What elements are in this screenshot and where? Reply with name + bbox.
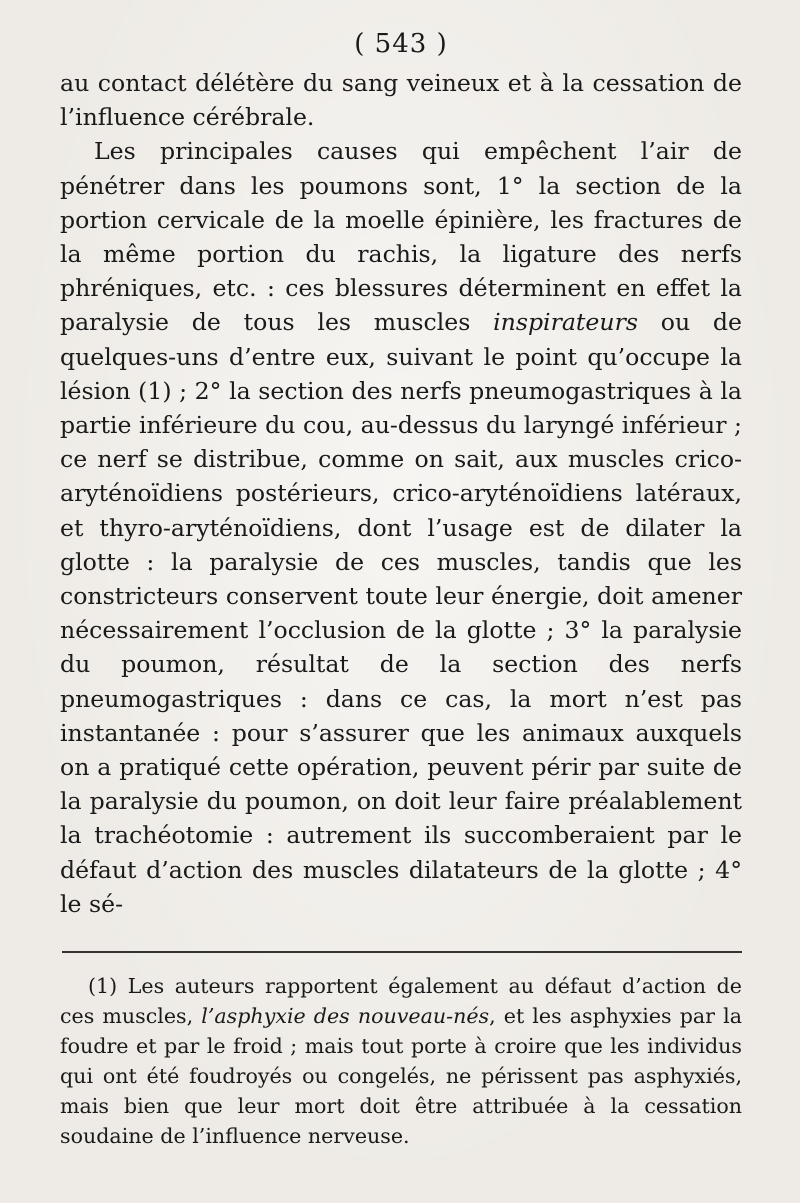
footnote: [60, 971, 742, 1151]
page-number: ( 543 ): [354, 29, 448, 59]
paragraph-continuation-text: au contact délétère du sang veineux et à la cessation de l’influence cérébrale.: [60, 69, 742, 132]
footnote-text-b: , et les asphyxies par la foudre et par le froid ; mais tout porte à croire que les individus qui ont été foudroyés ou congelés, ne périssent pas asphyxiés, mais bien que leur mort doit être attribuée à la cessation soudaine de l’influence nerveuse.: [60, 1004, 742, 1149]
footnote-separator: [62, 951, 742, 953]
footnote-italic-term: l’asphyxie des nouveau-nés: [201, 1004, 490, 1029]
paragraph-causes-text-b: ou de quelques-uns d’entre eux, suivant le point qu’occupe la lésion (1) ; 2° la section des nerfs pneumogastriques à la partie inférieure du cou, au-dessus du laryngé inférieur ; ce nerf se distribue, comme on sait, aux muscles crico-aryténoïdiens postérieurs, crico-aryténoïdiens latéraux, et thyro-aryténoïdiens, dont l’usage est de dilater la glotte : la paralysie de ces muscles, tandis que les constricteurs conservent toute leur énergie, doit amener nécessairement l’occlusion de la glotte ; 3° la paralysie du poumon, résultat de la section des nerfs pneumogastriques : dans ce cas, la mort n’est pas instantanée : pour s’assurer que les animaux auxquels on a pratiqué cette opération, peuvent périr par suite de la paralysie du poumon, on doit leur faire préalablement la trachéotomie : autrement ils succomberaient par le défaut d’action des muscles dilatateurs de la glotte ; 4° le sé-: [60, 308, 742, 918]
paragraph-causes-text-a: Les principales causes qui empêchent l’air de pénétrer dans les poumons sont, 1° la section de la portion cervicale de la moelle épinière, les fractures de la même portion du rachis, la ligature des nerfs phréniques, etc. : ces blessures déterminent en effet la paralysie de tous les muscles: [60, 137, 742, 337]
body-text: [60, 66, 742, 921]
italic-term: inspirateurs: [493, 308, 638, 337]
paragraph-continuation: [60, 66, 742, 134]
paragraph-causes: [60, 134, 742, 921]
footnote-text-a: (1) Les auteurs rapportent également au défaut d’action de ces muscles,: [60, 974, 742, 1029]
footnote-paragraph: [60, 971, 742, 1151]
